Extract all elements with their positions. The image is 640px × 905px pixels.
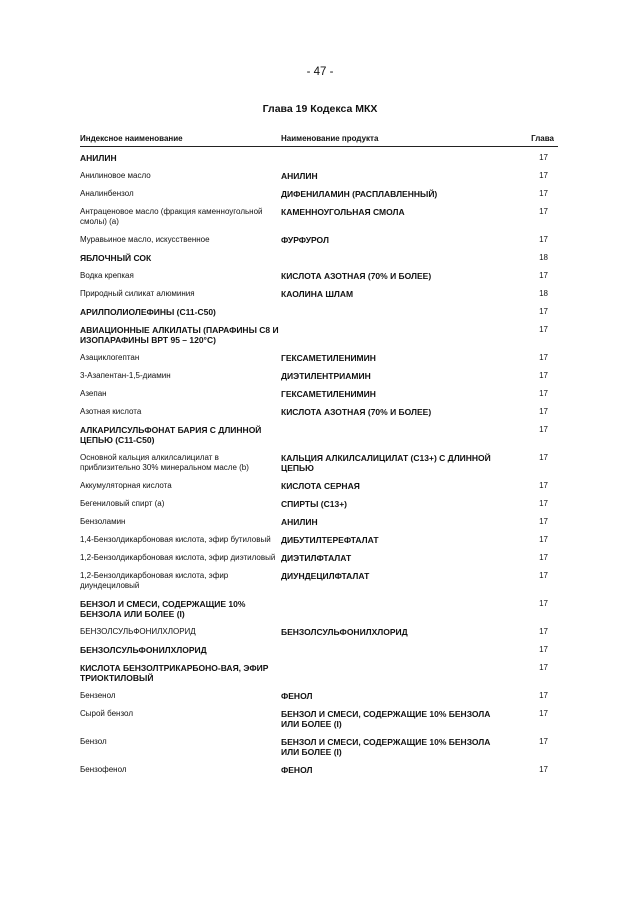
chapter-cell: 17 bbox=[539, 553, 548, 562]
product-name-cell bbox=[281, 422, 504, 450]
chapter-cell: 17 bbox=[539, 517, 548, 526]
chapter-cell: 17 bbox=[539, 307, 548, 316]
index-name-cell: Муравьиное масло, искусственное bbox=[80, 235, 210, 244]
chapter-cell: 17 bbox=[539, 389, 548, 398]
table-row bbox=[80, 204, 558, 232]
product-name-cell: КИСЛОТА СЕРНАЯ bbox=[281, 481, 360, 491]
table-body bbox=[80, 147, 558, 781]
index-name-cell: Водка крепкая bbox=[80, 271, 134, 280]
chapter-cell: 17 bbox=[539, 353, 548, 362]
table-row bbox=[80, 706, 558, 734]
index-name-cell: АНИЛИН bbox=[80, 153, 117, 163]
table-row bbox=[80, 368, 558, 386]
table-row bbox=[80, 514, 558, 532]
chapter-cell: 17 bbox=[539, 325, 548, 334]
table-row bbox=[80, 478, 558, 496]
table-row bbox=[80, 688, 558, 706]
chapter-cell: 17 bbox=[539, 765, 548, 774]
table-row bbox=[80, 147, 558, 169]
table-row bbox=[80, 286, 558, 304]
index-name-cell: Бензол bbox=[80, 737, 107, 746]
product-name-cell: ГЕКСАМЕТИЛЕНИМИН bbox=[281, 389, 376, 399]
index-name-cell: Бензенол bbox=[80, 691, 116, 700]
table-row bbox=[80, 422, 558, 450]
table-row bbox=[80, 596, 558, 624]
product-name-cell: КАЛЬЦИЯ АЛКИЛСАЛИЦИЛАТ (С13+) С ДЛИННОЙ ЦЕПЬЮ bbox=[281, 453, 491, 473]
table-row bbox=[80, 532, 558, 550]
chapter-cell: 17 bbox=[539, 371, 548, 380]
table-row bbox=[80, 450, 558, 478]
product-name-cell bbox=[281, 147, 504, 169]
table-row bbox=[80, 168, 558, 186]
product-name-cell: ФЕНОЛ bbox=[281, 765, 313, 775]
index-name-cell: ЯБЛОЧНЫЙ СОК bbox=[80, 253, 152, 263]
index-name-cell: АЛКАРИЛСУЛЬФОНАТ БАРИЯ С ДЛИННОЙ ЦЕПЬЮ (С11-С50) bbox=[80, 425, 262, 445]
chapter-cell: 17 bbox=[539, 453, 548, 462]
table-row bbox=[80, 304, 558, 322]
index-name-cell: БЕНЗОЛ И СМЕСИ, СОДЕРЖАЩИЕ 10% БЕНЗОЛА ИЛИ БОЛЕЕ (I) bbox=[80, 599, 246, 619]
index-name-cell: АРИЛПОЛИОЛЕФИНЫ (С11-С50) bbox=[80, 307, 216, 317]
product-name-cell: КАОЛИНА ШЛАМ bbox=[281, 289, 354, 299]
index-name-cell: БЕНЗОЛСУЛЬФОНИЛХЛОРИД bbox=[80, 627, 196, 636]
table-row bbox=[80, 250, 558, 268]
product-name-cell: КАМЕННОУГОЛЬНАЯ СМОЛА bbox=[281, 207, 405, 217]
product-name-cell bbox=[281, 250, 504, 268]
product-name-cell: КИСЛОТА АЗОТНАЯ (70% И БОЛЕЕ) bbox=[281, 407, 432, 417]
chapter-cell: 18 bbox=[539, 253, 548, 262]
product-name-cell bbox=[281, 642, 504, 660]
index-name-cell: Аналинбензол bbox=[80, 189, 134, 198]
chapter-cell: 17 bbox=[539, 235, 548, 244]
index-name-cell: Бегениловый спирт (а) bbox=[80, 499, 165, 508]
product-name-cell: ДИЭТИЛЕНТРИАМИН bbox=[281, 371, 371, 381]
product-name-cell: БЕНЗОЛ И СМЕСИ, СОДЕРЖАЩИЕ 10% БЕНЗОЛА ИЛИ БОЛЕЕ (I) bbox=[281, 709, 491, 729]
index-name-cell: Антраценовое масло (фракция каменноугольной смолы) (а) bbox=[80, 207, 263, 226]
table-row bbox=[80, 186, 558, 204]
chapter-cell: 17 bbox=[539, 599, 548, 608]
code-index-table bbox=[80, 134, 558, 780]
product-name-cell: СПИРТЫ (С13+) bbox=[281, 499, 348, 509]
product-name-cell bbox=[281, 304, 504, 322]
product-name-cell: ДИУНДЕЦИЛФТАЛАТ bbox=[281, 571, 370, 581]
product-name-cell: ДИФЕНИЛАМИН (РАСПЛАВЛЕННЫЙ) bbox=[281, 189, 438, 199]
chapter-cell: 17 bbox=[539, 691, 548, 700]
table-row bbox=[80, 660, 558, 688]
table-row bbox=[80, 268, 558, 286]
chapter-cell: 17 bbox=[539, 499, 548, 508]
table-row bbox=[80, 642, 558, 660]
chapter-cell: 17 bbox=[539, 709, 548, 718]
table-row bbox=[80, 762, 558, 780]
chapter-cell: 17 bbox=[539, 153, 548, 162]
product-name-cell: ФЕНОЛ bbox=[281, 691, 313, 701]
chapter-cell: 17 bbox=[539, 189, 548, 198]
index-name-cell: Анилиновое масло bbox=[80, 171, 151, 180]
chapter-cell: 17 bbox=[539, 737, 548, 746]
product-name-cell: БЕНЗОЛСУЛЬФОНИЛХЛОРИД bbox=[281, 627, 408, 637]
index-name-cell: Сырой бензол bbox=[80, 709, 133, 718]
index-name-cell: 1,2-Бензолдикарбоновая кислота, эфир диундециловый bbox=[80, 571, 229, 590]
index-name-cell: 3-Азапентан-1,5-диамин bbox=[80, 371, 171, 380]
table-header-row bbox=[80, 134, 558, 147]
product-name-cell bbox=[281, 596, 504, 624]
index-name-cell: БЕНЗОЛСУЛЬФОНИЛХЛОРИД bbox=[80, 645, 207, 655]
index-name-cell: АВИАЦИОННЫЕ АЛКИЛАТЫ (ПАРАФИНЫ С8 И ИЗОПАРАФИНЫ ВРТ 95 – 120°С) bbox=[80, 325, 279, 345]
chapter-cell: 17 bbox=[539, 481, 548, 490]
product-name-cell: ГЕКСАМЕТИЛЕНИМИН bbox=[281, 353, 376, 363]
chapter-cell: 17 bbox=[539, 407, 548, 416]
column-header-product: Наименование продукта bbox=[281, 134, 504, 147]
chapter-cell: 17 bbox=[539, 627, 548, 636]
index-name-cell: Азациклогептан bbox=[80, 353, 140, 362]
table-row bbox=[80, 386, 558, 404]
product-name-cell: ДИБУТИЛТЕРЕФТАЛАТ bbox=[281, 535, 379, 545]
chapter-cell: 17 bbox=[539, 571, 548, 580]
page-number: - 47 - bbox=[306, 66, 334, 78]
chapter-cell: 17 bbox=[539, 171, 548, 180]
product-name-cell: ФУРФУРОЛ bbox=[281, 235, 329, 245]
table-row bbox=[80, 232, 558, 250]
column-header-chapter: Глава bbox=[504, 134, 558, 147]
chapter-cell: 18 bbox=[539, 289, 548, 298]
table-row bbox=[80, 496, 558, 514]
chapter-cell: 17 bbox=[539, 663, 548, 672]
chapter-cell: 17 bbox=[539, 535, 548, 544]
product-name-cell bbox=[281, 322, 504, 350]
index-name-cell: Основной кальция алкилсалицилат в приблизительно 30% минеральном масле (b) bbox=[80, 453, 249, 472]
table-row bbox=[80, 322, 558, 350]
index-name-cell: Бензоламин bbox=[80, 517, 126, 526]
chapter-cell: 17 bbox=[539, 271, 548, 280]
table-row bbox=[80, 734, 558, 762]
product-name-cell bbox=[281, 660, 504, 688]
chapter-cell: 17 bbox=[539, 207, 548, 216]
index-name-cell: Аккумуляторная кислота bbox=[80, 481, 172, 490]
product-name-cell: КИСЛОТА АЗОТНАЯ (70% И БОЛЕЕ) bbox=[281, 271, 432, 281]
table-row bbox=[80, 404, 558, 422]
document-title: Глава 19 Кодекса МКХ bbox=[262, 103, 378, 115]
product-name-cell: ДИЭТИЛФТАЛАТ bbox=[281, 553, 352, 563]
index-name-cell: Бензофенол bbox=[80, 765, 127, 774]
table-row bbox=[80, 350, 558, 368]
index-name-cell: Азотная кислота bbox=[80, 407, 142, 416]
index-name-cell: 1,2-Бензолдикарбоновая кислота, эфир диэтиловый bbox=[80, 553, 276, 562]
chapter-cell: 17 bbox=[539, 645, 548, 654]
table-row bbox=[80, 550, 558, 568]
product-name-cell: БЕНЗОЛ И СМЕСИ, СОДЕРЖАЩИЕ 10% БЕНЗОЛА ИЛИ БОЛЕЕ (I) bbox=[281, 737, 491, 757]
index-name-cell: КИСЛОТА БЕНЗОЛТРИКАРБОНО-ВАЯ, ЭФИР ТРИОКТИЛОВЫЙ bbox=[80, 663, 269, 683]
product-name-cell: АНИЛИН bbox=[281, 517, 318, 527]
product-name-cell: АНИЛИН bbox=[281, 171, 318, 181]
index-name-cell: Азепан bbox=[80, 389, 107, 398]
index-name-cell: Природный силикат алюминия bbox=[80, 289, 195, 298]
table-row bbox=[80, 624, 558, 642]
index-name-cell: 1,4-Бензолдикарбоновая кислота, эфир бутиловый bbox=[80, 535, 271, 544]
table-row bbox=[80, 568, 558, 596]
column-header-index: Индексное наименование bbox=[80, 134, 281, 147]
chapter-cell: 17 bbox=[539, 425, 548, 434]
